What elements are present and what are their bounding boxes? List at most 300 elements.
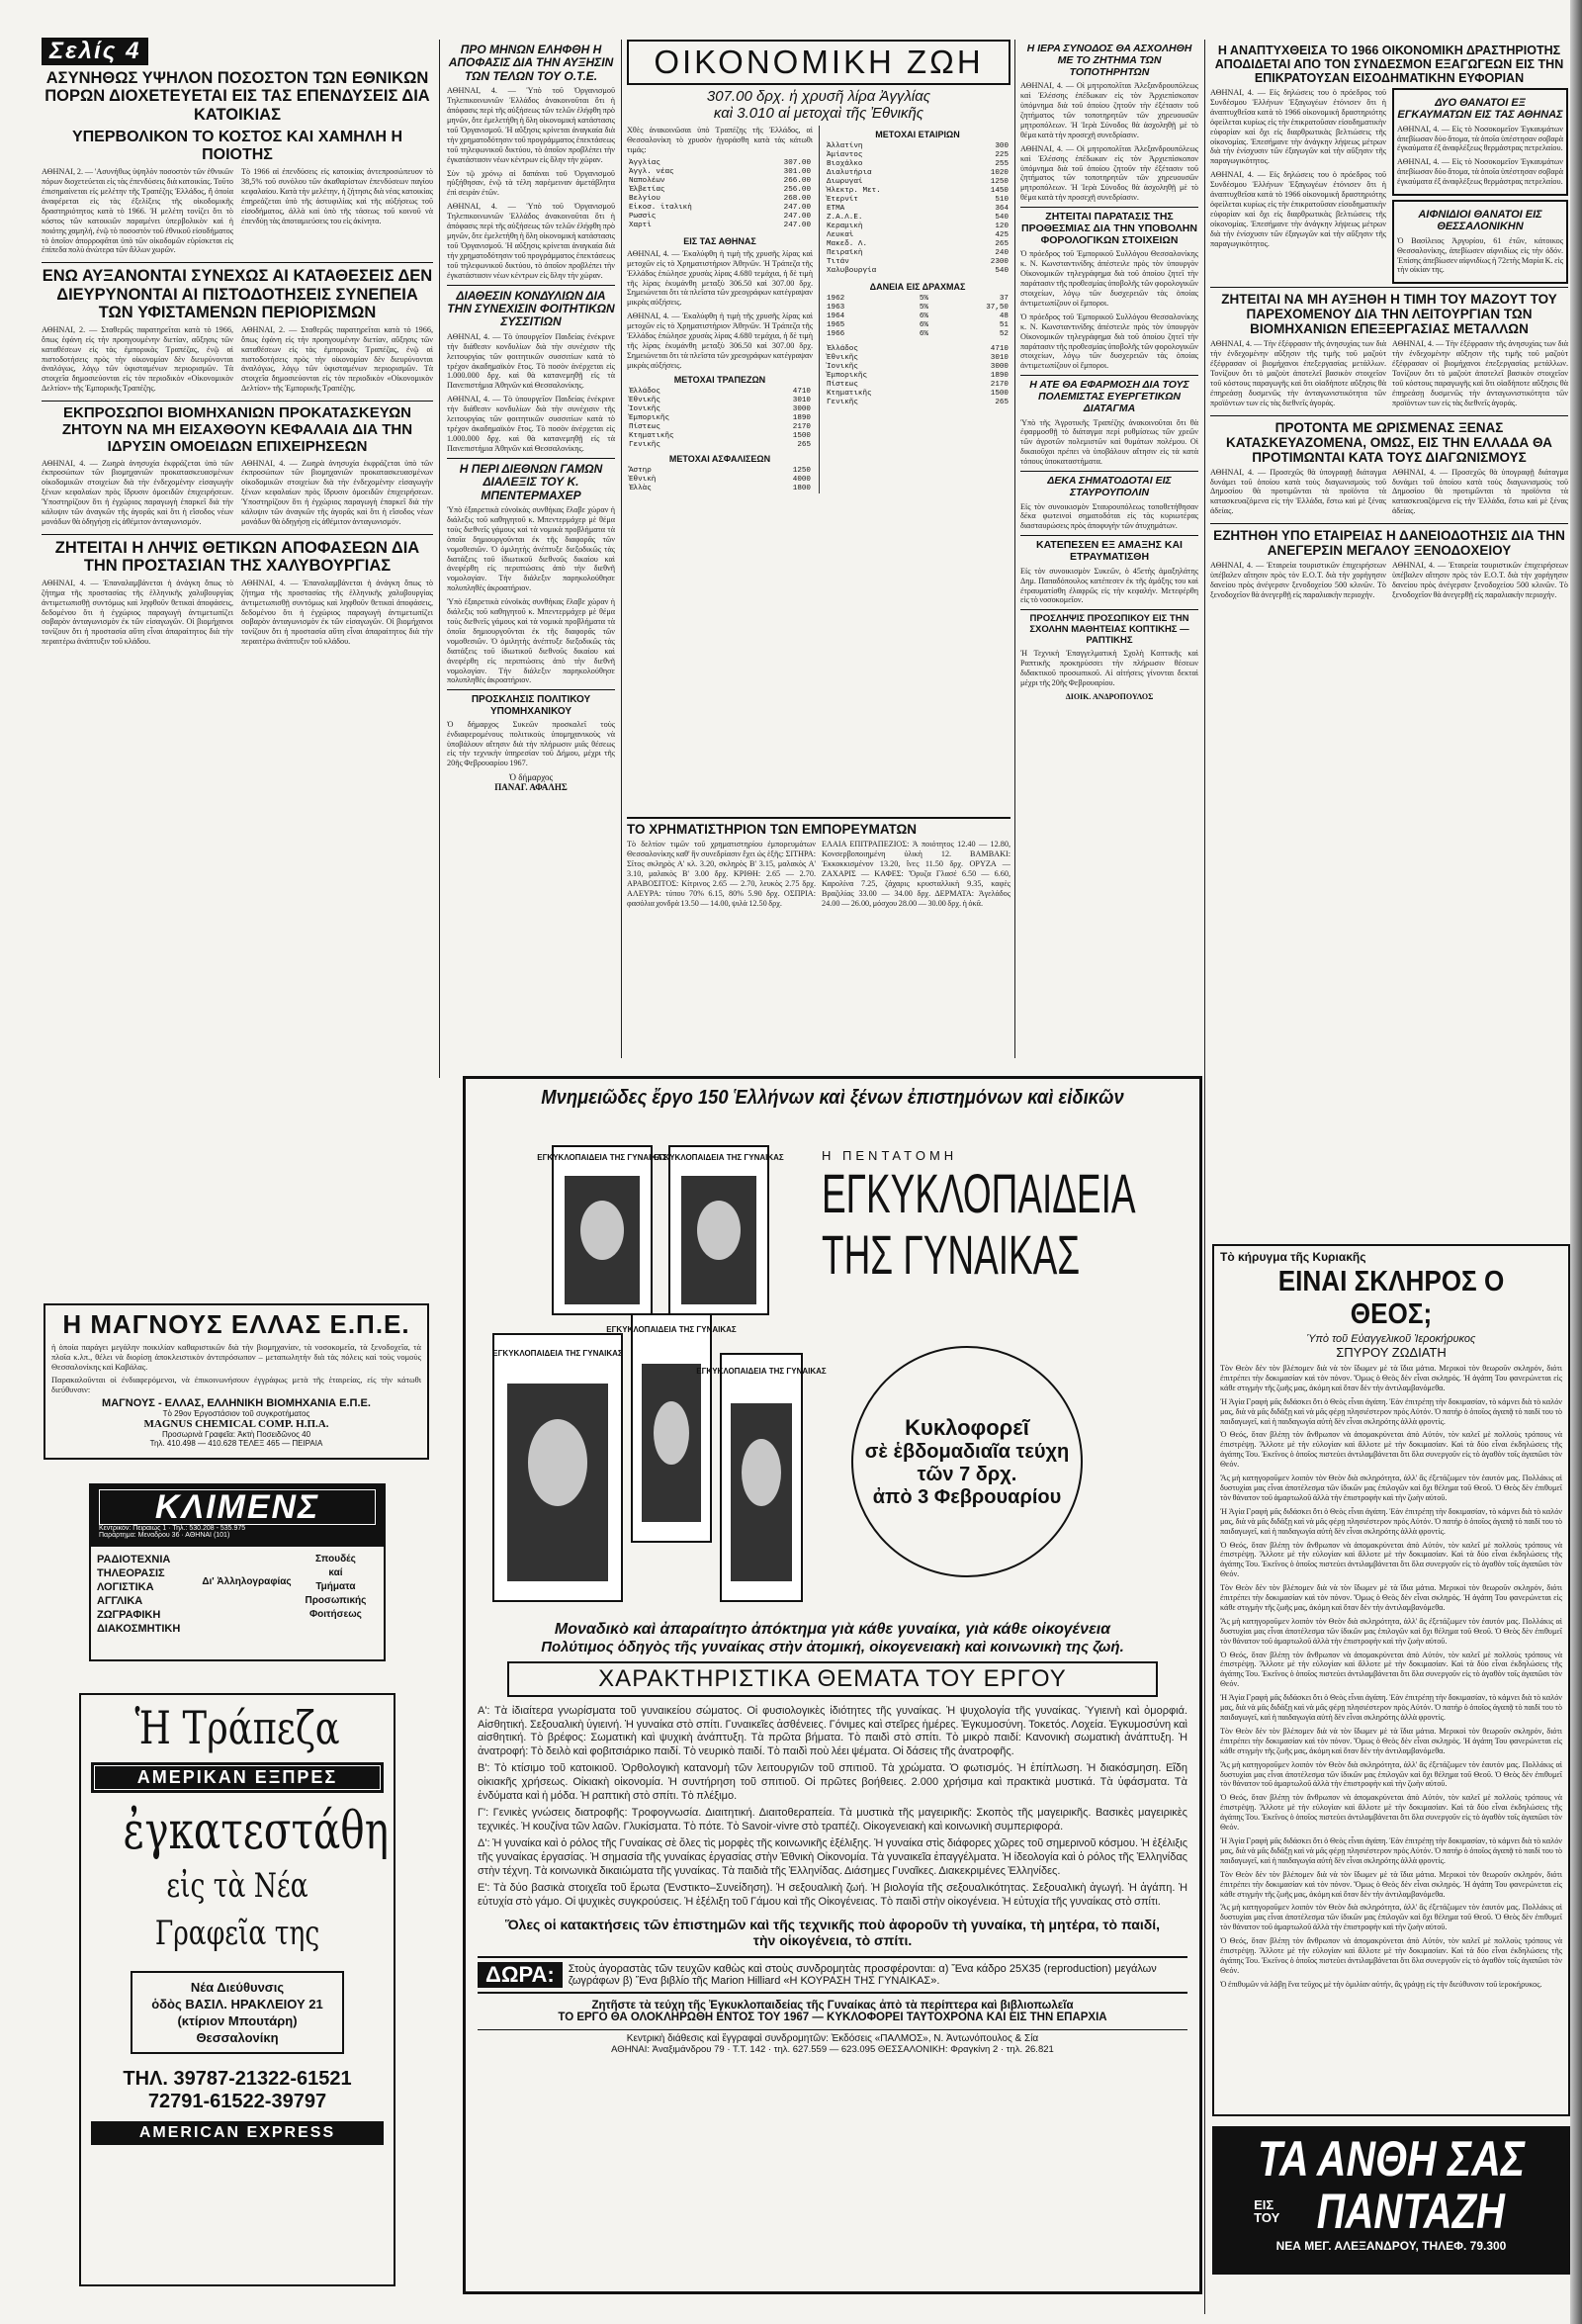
enc-feature: Δ': Ἡ γυναίκα καὶ ὁ ρόλος τῆς Γυναίκας σὲ ὅλες τὶς μορφὲς τῆς κοινωνικῆς ἐξέλιξης. Ἡ γυναίκα στὶς διάφορες χῶρες τοῦ σημερινοῦ κόσμου. Ἡ ἐξέλιξις τῆς γυναίκας ἐργασίας. Ἡ σημασία τῆς γυναίκας ἐργασίας στὴν Ἐθνικὴ Οἰκονομία. Τὰ γυναικεῖα ἐπαγγέλματα. Ἡ ἰδεολογία καὶ ὁ ρόλος τῆς Ἑλληνίδας στὴν τέχνη. Τὰ κοινωνικὰ δικαιώματα τῆς γυναίκας. Τὰ παιδιὰ τῆς Ἑλληνίδας. Διάσημες Γυναῖκες. Διακεκριμένες Ἑλληνίδες. bbox=[478, 1837, 1187, 1877]
table-cell: 240 bbox=[995, 249, 1009, 258]
klimens-logo: ΚΛΙΜΕΝΣ bbox=[99, 1489, 376, 1525]
table-row bbox=[627, 213, 813, 222]
amex-banner: ΑΜΕΡΙΚΑΝ ΕΞΠΡΕΣ bbox=[91, 1762, 384, 1793]
enc-feature: Ε': Τὰ δύο βασικὰ στοιχεῖα τοῦ ἔρωτα (Ἐνστικτο–Συνείδηση). Ἡ σεξουαλικὴ ζωή. Ἡ βιολογία τῆς σεξουαλικότητας. Σεξουαλικὴ ἀγωγή. Ἡ ἀγάπη. Ἡ εὐτυχία στὸ γάμο. Οἱ ψυχικὲς συγκρούσεις. Ἡ ἐξέλιξη τοῦ Γάμου καὶ τῆς Οἰκογένειας. Τὸ παιδὶ στὴν οἰκογένεια. Ἡ εὐτυχία τῆς γυναίκας στὸ σπίτι. bbox=[478, 1882, 1187, 1908]
article-text: Σὺν τῷ χρόνῳ αἱ δαπάναι τοῦ Ὀργανισμοῦ ηὐξήθησαν, ἐνῷ τὰ τέλη παρέμειναν ἀμετάβλητα ἐπὶ σειρὰν ἐτῶν. bbox=[447, 168, 615, 198]
flowers-title: ΤΑ ΑΝΘΗ ΣΑΣ bbox=[1257, 2131, 1526, 2187]
table-cell: 1963 bbox=[827, 304, 845, 313]
table-row bbox=[825, 345, 1011, 354]
article-text: Ὑπὸ τῆς Ἀγροτικῆς Τραπέζης ἀνακοινοῦται ὅτι θὰ ἐφαρμοσθῇ τὸ διάταγμα περὶ ρυθμίσεως τῶν χρεῶν τῶν ἀγροτῶν πολεμιστῶν καὶ θυμάτων πολέμου. Οἱ δικαιοῦχοι πρέπει νὰ ὑποβάλουν αἴτησιν εἰς τὰ κατὰ τόπους ὑποκαταστήματα. bbox=[1020, 417, 1198, 467]
table-cell: 300 bbox=[995, 142, 1009, 151]
sermon-by: Ὑπὸ τοῦ Εὐαγγελικοῦ Ἱεροκήρυκος bbox=[1306, 1333, 1476, 1345]
article-text: ΑΘΗΝΑΙ, 4. — Εἰς τὸ Νοσοκομεῖον Ἐγκαυμάτων ἀπεβίωσαν δύο ἄτομα, τὰ ὁποῖα ὑπέστησαν σοβαρὰ ἐγκαύματα ἐξ ἀναφλέξεως θερμάστρας πετρελαίου. bbox=[1397, 124, 1563, 153]
book-label: ΕΓΚΥΚΛΟΠΑΙΔΕΙΑ ΤΗΣ ΓΥΝΑΙΚΑΣ bbox=[492, 1349, 623, 1358]
table-cell: Διαλυτήρια bbox=[827, 169, 872, 178]
gold-intro: Χθὲς ἀνακοινῶσαι ὑπὸ Τραπέζης τῆς Ἑλλάδος, αἱ Θεσσαλονίκη τὸ χρυσὸν ἠγοράσθη κατὰ τὰς κάτωθι τιμάς: bbox=[627, 126, 813, 154]
sermon-box bbox=[1212, 1244, 1570, 2116]
commodity-text: ΕΛΑΙΑ ΕΠΙΤΡΑΠΕΖΙΟΣ: Ἀ ποιότητος 12.40 — 12.80, Κονσερβοποιημένη ὑλικὴ 12. ΒΑΜΒΑΚΙ: Ἐκκοκκισμένον 13.20, ἴνες 11.50 δρχ. ΟΡΥΖΑ — ΖΑΧΑΡΙΣ — ΚΑΦΕΣ: Ὄρυζα Γλασέ 6.50 — 6.60, Καρολίνα 7.25, ζάχαρις κρυσταλλικὴ 9.35, καφὲς Βραζιλίας 33.00 — 34.00 δρχ. ΔΕΡΜΑΤΑ: Ἀγελάδος 24.00 — 26.00, μόσχου 28.00 — 30.00 δρχ. ἡ ὀκᾶ. bbox=[822, 840, 1011, 908]
table-cell: 265 bbox=[797, 440, 811, 449]
table-cell: Ἰονικῆς bbox=[629, 404, 660, 413]
article-text: ΑΘΗΝΑΙ, 4. — Εἰς τὸ Νοσοκομεῖον Ἐγκαυμάτων ἀπεβίωσαν δύο ἄτομα, τὰ ὁποῖα ὑπέστησαν σοβαρὰ ἐγκαύματα ἐξ ἀναφλέξεως θερμάστρας πετρελαίου. bbox=[1397, 157, 1563, 187]
table-cell: Ἐθνικὴ bbox=[629, 475, 657, 484]
sermon-text: Τὸν Θεὸν δὲν τὸν βλέπομεν διὰ νὰ τὸν ἴδωμεν μὲ τὰ ἴδια μάτια. Μερικοὶ τὸν θεωροῦν σκληρόν, διότι ἐπιτρέπει τὴν δοκιμασίαν καὶ τὸν πόνον. Ὅμως ὁ Θεὸς δὲν εἶναι σκληρός. Ἡ ἀγάπη Του φανερώνεται εἰς κάθε στιγμὴν τῆς ζωῆς μας, ἀκόμη καὶ ὅταν δὲν τὴν ἀντιλαμβανόμεθα. bbox=[1220, 1364, 1562, 1392]
amex-footer: AMERICAN EXPRESS bbox=[91, 2121, 384, 2145]
table-cell: 37 bbox=[999, 295, 1009, 304]
box-sudden-deaths bbox=[1392, 200, 1568, 284]
table-row bbox=[825, 313, 1011, 321]
article-text: ΑΘΗΝΑΙ, 2. — 'Ασυνήθως ὑψηλὸν ποσοστὸν τῶν ἐθνικῶν πόρων διοχετεύεται εἰς τὰς ἐπενδύσεις διὰ κατοικίας. Τοῦτο ἐπισημαίνεται εἰς μελέτην τῆς Τραπέζης Ἑλλάδος, ἣ ὁποία ἀναφέρεται εἰς τὰς ἐξελίξεις τῆς οἰκοδομικῆς δραστηριότητος κατὰ τὸ 1966. Ἡ μελέτη τονίζει ὅτι τὸ κόστος τῶν κατοικιῶν παραμένει ὑπερβολικὸν καὶ ἡ ποιότης χαμηλή, ἐνῷ τὸ ποσοστὸν τοῦ ἐθνικοῦ εἰσοδήματος τὸ ὁποῖον ἀπορροφᾶται ὑπὸ τῶν οἰκοδομῶν εὑρίσκεται εἰς ἐπίπεδα πολὺ ἀνώτερα τῶν ἄλλων χωρῶν. bbox=[42, 167, 233, 255]
table-row bbox=[627, 204, 813, 213]
enc-circ: ἀπὸ 3 Φεβρουαρίου bbox=[872, 1485, 1062, 1508]
table-cell: 1890 bbox=[990, 372, 1009, 381]
headline-ote: ΠΡΟ ΜΗΝΩΝ ΕΛΗΦΘΗ Η ΑΠΟΦΑΣΙΣ ΔΙΑ ΤΗΝ ΑΥΞΗΣΙΝ ΤΩΝ ΤΕΛΩΝ ΤΟΥ Ο.Τ.Ε. bbox=[448, 43, 614, 83]
headline-housing: ΑΣΥΝΗΘΩΣ ΥΨΗΛΟΝ ΠΟΣΟΣΤΟΝ ΤΩΝ ΕΘΝΙΚΩΝ ΠΟΡΩΝ ΔΙΟΧΕΤΕΥΕΤΑΙ ΕΙΣ ΤΑΣ ΕΠΕΝΔΥΣΕΙΣ ΔΙΑ ΚΑΤΟΙΚΙΑΣ bbox=[44, 69, 430, 124]
sermon-text: Ἂς μὴ κατηγοροῦμεν λοιπὸν τὸν Θεὸν διὰ σκληρότητα, ἀλλ' ἂς ἐξετάζωμεν τὸν ἑαυτόν μας. Πολλάκις αἱ δυστυχίαι μας εἶναι ἀποτέλεσμα τῶν ἰδικῶν μας ἐπιλογῶν καὶ ὄχι θέλημα τοῦ Θεοῦ. Ὁ Θεὸς δὲν ἐπιθυμεῖ τὸν θάνατον τοῦ ἁμαρτωλοῦ ἀλλὰ τὴν ἐπιστροφὴν καὶ τὴν ζωὴν αὐτοῦ. bbox=[1220, 1616, 1562, 1646]
table-row bbox=[825, 381, 1011, 390]
headline-exports: Η ΑΝΑΠΤΥΧΘΕΙΣΑ ΤΟ 1966 ΟΙΚΟΝΟΜΙΚΗ ΔΡΑΣΤΗΡΙΟΤΗΣ ΑΠΟΔΙΔΕΤΑΙ ΑΠΟ ΤΟΝ ΣΥΝΔΕΣΜΟΝ ΕΞΑΓΩΓΕΩΝ ΕΙΣ ΤΗΝ ΕΠΙΚΡΑΤΟΥΣΑΝ ΕΙΣΟΔΗΜΑΤΙΚΗΝ ΕΥΦΟΡΙΑΝ bbox=[1214, 44, 1564, 85]
table-cell: 48 bbox=[999, 313, 1009, 321]
athens-heading: ΕΙΣ ΤΑΣ ΑΘΗΝΑΣ bbox=[683, 235, 756, 246]
ad-magnus-line: Τὸ 29ον Ἐργοστάσιον τοῦ συγκροτήματος bbox=[162, 1408, 310, 1418]
table-cell: Κτηματικῆς bbox=[827, 390, 872, 399]
table-cell: 1500 bbox=[792, 431, 811, 440]
table-cell: Ἑλβετίας bbox=[629, 185, 665, 194]
ad-klimens bbox=[89, 1483, 386, 1661]
amex-address: ὁδὸς ΒΑΣΙΛ. ΗΡΑΚΛΕΙΟΥ 21 bbox=[151, 1997, 323, 2011]
table-cell: Ἰονικῆς bbox=[827, 363, 858, 372]
table-cell: Βελγίου bbox=[629, 194, 660, 203]
enc-subtitle: Η ΠΕΝΤΑΤΟΜΗ bbox=[822, 1148, 958, 1163]
article-text: ΑΘΗΝΑΙ, 4. — Ὑπὸ τοῦ Ὀργανισμοῦ Τηλεπικοινωνιῶν Ἑλλάδος ἀνακοινοῦται ὅτι ἡ ἀπόφασις περὶ τῆς αὐξήσεως τῶν τελῶν ἐλήφθη πρὸ μηνῶν, ὅτε ἐμελετήθη ἡ ὅλη οἰκονομικὴ κατάστασις τοῦ Ὀργανισμοῦ. Ἡ αὔξησις κρίνεται ἀναγκαία διὰ τὴν χρηματοδότησιν τοῦ προγράμματος ἐπεκτάσεως τοῦ τηλεφωνικοῦ δικτύου, τὸ ὁποῖον προβλέπει τὴν ἐγκατάστασιν νέων κέντρων εἰς ὅλην τὴν χώραν. bbox=[447, 202, 616, 280]
sermon-text: Ἂς μὴ κατηγοροῦμεν λοιπὸν τὸν Θεὸν διὰ σκληρότητα, ἀλλ' ἂς ἐξετάζωμεν τὸν ἑαυτόν μας. Πολλάκις αἱ δυστυχίαι μας εἶναι ἀποτέλεσμα τῶν ἰδικῶν μας ἐπιλογῶν καὶ ὄχι θέλημα τοῦ Θεοῦ. Ὁ Θεὸς δὲν ἐπιθυμεῖ τὸν θάνατον τοῦ ἁμαρτωλοῦ ἀλλὰ τὴν ἐπιστροφὴν καὶ τὴν ζωὴν αὐτοῦ. bbox=[1220, 1903, 1562, 1932]
table-cell: Γενικῆς bbox=[827, 399, 858, 407]
table-cell: Ἐθνικῆς bbox=[827, 354, 858, 363]
table-row bbox=[825, 354, 1011, 363]
table-cell: 255 bbox=[995, 160, 1009, 169]
table-cell: Ἠλεκτρ. Μετ. bbox=[827, 187, 881, 196]
economic-life-subtitle: καὶ 3.010 αἱ μετοχαὶ τῆς Ἐθνικῆς bbox=[713, 105, 924, 122]
list-item: ΔΙΑΚΟΣΜΗΤΙΚΗ bbox=[97, 1623, 181, 1635]
table-cell: 3000 bbox=[792, 404, 811, 413]
table-row bbox=[825, 267, 1011, 276]
table-cell: 540 bbox=[995, 267, 1009, 276]
table-row bbox=[627, 414, 813, 423]
article-text: ΑΘΗΝΑΙ, 4. — Εἰς δηλώσεις του ὁ πρόεδρος τοῦ Συνδέσμου Ἑλλήνων Ἐξαγωγέων ἐτόνισεν ὅτι ἡ ἀναπτυχθεῖσα κατὰ τὸ 1966 οἰκονομικὴ δραστηριότης ὀφείλεται κυρίως εἰς τὴν ἐπικρατοῦσαν εἰσοδηματικὴν εὐφορίαν καὶ ὄχι εἰς διαρθρωτικὰς βελτιώσεις τῆς οἰκονομίας. Ἐπεσήμανε τὴν ἀνάγκην λήψεως μέτρων διὰ τὴν ἐνίσχυσιν τῶν ἐξαγωγῶν καὶ τὴν αὔξησιν τῆς παραγωγικότητος. bbox=[1210, 170, 1386, 248]
klimens-courses bbox=[97, 1553, 200, 1636]
signature: ΔΙΟΙΚ. ΑΝΔΡΟΠΟΥΛΟΣ bbox=[1065, 691, 1154, 701]
ad-magnus-text: ἡ ὁποία παράγει μεγάλην ποικιλίαν καθαριστικῶν διὰ τὴν βιομηχανίαν, τὰ νοσοκομεῖα, τὰ ξενοδοχεῖα, τὰ πλοῖα κ.λπ., θέλει νὰ διορίσῃ ἀποκλειστικὸν ἀντιπρόσωπον – μεταπωλητὴν διὰ τὰς πόλεις καὶ τοὺς νομοὺς Θεσσαλονίκης καὶ Καβάλας. bbox=[51, 1342, 421, 1372]
article-text: Ὑπὸ ἐξαιρετικὰ εὐνοϊκὰς συνθήκας ἔλαβε χώραν ἡ διάλεξις τοῦ καθηγητοῦ κ. Μπεντερμάχερ μὲ θέμα τοὺς διεθνεῖς γάμους καὶ τὰ νομικὰ προβλήματα τὰ ὁποῖα δημιουργοῦνται ἐκ τῆς διαφορᾶς τῶν νομοθεσιῶν. Ὁ ὁμιλητὴς ἀνέπτυξε διεξοδικῶς τὰς διατάξεις τοῦ ἰδιωτικοῦ διεθνοῦς δικαίου καὶ ἀνεφέρθη εἰς περιπτώσεις ἀπὸ τὴν διεθνῆ νομολογίαν. Τὴν διάλεξιν παρηκολούθησε πολυπληθὲς ἀκροατήριον. bbox=[447, 597, 615, 685]
table-cell: Διωρυγαί bbox=[827, 178, 863, 187]
article-text: ΑΘΗΝΑΙ, 2. — Σταθερῶς παρατηρεῖται κατὰ τὸ 1966, ὅπως ἐφάνη εἰς τὴν προηγουμένην διετίαν, αὔξησις τῶν καταθέσεων εἰς τὰς ἐμπορικὰς Τραπέζας, ἐνῷ αἱ πιστοδοτήσεις πρὸς τὴν οἰκονομίαν δὲν διευρύνονται ἀναλόγως, λόγῳ τῶν ὑφισταμένων περιορισμῶν. Τὰ στοιχεῖα δημοσιεύονται εἰς τὸν περιοδικὸν «Οἰκονομικὸν Δελτίον» τῆς Ἐμπορικῆς Τραπέζης. bbox=[241, 324, 433, 394]
list-item: καί bbox=[328, 1567, 343, 1578]
table-row bbox=[825, 205, 1011, 214]
bank-stocks-table bbox=[627, 388, 813, 450]
ad-magnus-address: Προσωρινὰ Γραφεῖα: Ἀκτὴ Ποσειδῶνος 40 bbox=[161, 1429, 311, 1439]
table-cell: 4710 bbox=[792, 387, 811, 396]
article-text: ΑΘΗΝΑΙ, 2. — Σταθερῶς παρατηρεῖται κατὰ τὸ 1966, ὅπως ἐφάνη εἰς τὴν προηγουμένην διετίαν, αὔξησις τῶν καταθέσεων εἰς τὰς ἐμπορικὰς Τραπέζας, ἐνῷ αἱ πιστοδοτήσεις πρὸς τὴν οἰκονομίαν δὲν διευρύνονται ἀναλόγως, λόγῳ τῶν ὑφισταμένων περιορισμῶν. Τὰ στοιχεῖα δημοσιεύονται εἰς τὸν περιοδικὸν «Οἰκονομικὸν Δελτίον» τῆς Ἐμπορικῆς Τραπέζης. bbox=[42, 324, 233, 394]
bank-stocks-heading: ΜΕΤΟΧΑΙ ΤΡΑΠΕΖΩΝ bbox=[673, 374, 766, 385]
table-row bbox=[825, 214, 1011, 223]
enc-gifts: Στοὺς ἀγοραστὰς τῶν τευχῶν καθὼς καὶ στοὺς συνδρομητὰς προσφέρονται: α) Ἕνα κάδρο 25Χ35 (reproduction) μεγάλων ζωγράφων β) Ἕνα βιβλίο τῆς Marion Hilliard «Η ΚΟΥΡΑΣΗ ΤΗΣ ΓΥΝΑΙΚΑΣ». bbox=[568, 1963, 1157, 1988]
sermon-text: Ἂς μὴ κατηγοροῦμεν λοιπὸν τὸν Θεὸν διὰ σκληρότητα, ἀλλ' ἂς ἐξετάζωμεν τὸν ἑαυτόν μας. Πολλάκις αἱ δυστυχίαι μας εἶναι ἀποτέλεσμα τῶν ἰδικῶν μας ἐπιλογῶν καὶ ὄχι θέλημα τοῦ Θεοῦ. Ὁ Θεὸς δὲν ἐπιθυμεῖ τὸν θάνατον τοῦ ἁμαρτωλοῦ ἀλλὰ τὴν ἐπιστροφὴν καὶ τὴν ζωὴν αὐτοῦ. bbox=[1220, 1759, 1562, 1789]
table-cell: 1250 bbox=[990, 178, 1009, 187]
book-label: ΕΓΚΥΚΛΟΠΑΙΔΕΙΑ ΤΗΣ ΓΥΝΑΙΚΑΣ bbox=[654, 1153, 784, 1162]
headline-synod: Η ΙΕΡΑ ΣΥΝΟΔΟΣ ΘΑ ΑΣΧΟΛΗΘΗ ΜΕ ΤΟ ΖΗΤΗΜΑ ΤΩΝ ΤΟΠΟΤΗΡΗΤΩΝ bbox=[1026, 43, 1192, 78]
table-row bbox=[825, 372, 1011, 381]
athens-report: ΑΘΗΝΑΙ, 4. — Ἐκαλύφθη ἡ τιμὴ τῆς χρυσῆς λίρας καὶ μετοχῶν εἰς τὸ Χρηματιστήριον Ἀθηνῶν. Ἡ Τράπεζα τῆς Ἑλλάδος ἐπώλησε χρυσὰς λίρας 4.680 τεμάχια, ἡ δὲ τιμὴ τῆς λίρας ἐκυμάνθη μεταξὺ 306.50 καὶ 307.00 δρχ. Σημειώνεται ὅτι τὰ πλεῖστα τῶν χρεογράφων κατέγραψαν μικρὰς αὐξήσεις. bbox=[627, 312, 813, 370]
enc-feature: Γ': Γενικὲς γνώσεις διατροφῆς: Τροφογνωσία. Διαιτητική. Διαιτοθεραπεία. Τὰ μυστικὰ τῆς μαγειρικῆς: Σκοπὸς τῆς μαγειρικῆς. Βασικὲς μαγειρικὲς τεχνικές. Ἡ κουζίνα τῶν λαῶν. Γλυκίσματα. Τὸ πότε. Τὸ Savoir-vivre στὸ τραπέζι. Οἰκογενειακὴ καὶ κοινωνικὴ συμπεριφορά. bbox=[478, 1807, 1187, 1832]
headline-hotel-loan: ΕΖΗΤΗΘΗ ΥΠΟ ΕΤΑΙΡΕΙΑΣ Η ΔΑΝΕΙΟΔΟΤΗΣΙΣ ΔΙΑ ΤΗΝ ΑΝΕΓΕΡΣΙΝ ΜΕΓΑΛΟΥ ΞΕΝΟΔΟΧΕΙΟΥ bbox=[1213, 528, 1565, 559]
list-item: ΑΓΓΛΙΚΑ bbox=[97, 1595, 143, 1607]
table-cell: 540 bbox=[995, 214, 1009, 223]
article-text: Ὁ Βασίλειος Ἀργυρίου, 61 ἐτῶν, κάτοικος Θεσσαλονίκης, ἀπεβίωσεν αἰφνιδίως εἰς τὴν ὁδόν. Ἐπίσης ἀπεβίωσεν αἰφνιδίως ἡ 72ετὴς Μαρία Κ. εἰς τὴν οἰκίαν της. bbox=[1397, 235, 1563, 275]
enc-circ: Κυκλοφορεῖ bbox=[905, 1414, 1029, 1440]
klimens-modes bbox=[294, 1553, 378, 1636]
signature: ΠΑΝΑΓ. ΑΦΑΛΗΣ bbox=[494, 782, 568, 793]
table-row bbox=[825, 295, 1011, 304]
table-cell: Μακεδ. Λ. bbox=[827, 240, 868, 249]
sermon-text: Ἡ Ἁγία Γραφὴ μᾶς διδάσκει ὅτι ὁ Θεὸς εἶναι ἀγάπη. Ἐὰν ἐπιτρέπῃ τὴν δοκιμασίαν, τὸ κάμνει διὰ τὸ καλόν μας, διὰ νὰ μᾶς διδάξῃ καὶ νὰ μᾶς φέρῃ πλησιέστερον πρὸς Αὐτόν. Ὁ πατήρ ὁ ὁποῖος ἀγαπᾷ τὸ παιδί του τὸ παιδαγωγεῖ, καὶ ἡ παιδαγωγία αὐτὴ δὲν εἶναι σκληρότης ἀλλὰ φροντίς. bbox=[1220, 1693, 1562, 1722]
table-row bbox=[627, 467, 813, 476]
table-cell: 1500 bbox=[990, 390, 1009, 399]
economic-life-subtitle: 307.00 δρχ. ἡ χρυσῆ λίρα Ἀγγλίας bbox=[706, 88, 931, 105]
athens-report: ΑΘΗΝΑΙ, 4. — Ἐκαλύφθη ἡ τιμὴ τῆς χρυσῆς λίρας καὶ μετοχῶν εἰς τὸ Χρηματιστήριον Ἀθηνῶν. Ἡ Τράπεζα τῆς Ἑλλάδος ἐπώλησε χρυσὰς λίρας 4.680 τεμάχια, ἡ δὲ τιμὴ τῆς λίρας ἐκυμάνθη μεταξὺ 306.50 καὶ 307.00 δρχ. Σημειώνεται ὅτι τὰ πλεῖστα τῶν χρεογράφων κατέγραψαν μικρὰς αὐξήσεις. bbox=[627, 248, 813, 308]
table-cell: Ἑλλὰς bbox=[629, 484, 652, 492]
insurance-heading: ΜΕΤΟΧΑΙ ΑΣΦΑΛΙΣΕΩΝ bbox=[668, 453, 771, 464]
article-text: Ὁ δήμαρχος Συκεῶν προσκαλεῖ τοὺς ἐνδιαφερομένους πολιτικοὺς ὑπομηχανικοὺς νὰ ὑποβάλουν αἴτησιν διὰ τὴν πλήρωσιν μιᾶς θέσεως εἰς τὴν τεχνικὴν ὑπηρεσίαν τοῦ Δήμου, μέχρι τῆς 20ῆς Φεβρουαρίου 1967. bbox=[447, 719, 615, 768]
table-cell: 3010 bbox=[990, 354, 1009, 363]
headline-signals: ΔΕΚΑ ΣΗΜΑΤΟΔΟΤΑΙ ΕΙΣ ΣΤΑΥΡΟΥΠΟΛΙΝ bbox=[1047, 475, 1172, 498]
table-row bbox=[627, 186, 813, 195]
encyclopedia-books-illustration bbox=[483, 1136, 827, 1611]
box-burns bbox=[1392, 88, 1568, 196]
table-cell: 6% bbox=[919, 321, 928, 330]
table-row bbox=[825, 321, 1011, 330]
company-stocks-table bbox=[825, 142, 1011, 276]
table-cell: 268.00 bbox=[783, 194, 811, 203]
table-row bbox=[627, 397, 813, 405]
table-cell: 1800 bbox=[792, 484, 811, 492]
klimens-mode: Δι' Ἀλληλογραφίας bbox=[202, 1576, 292, 1587]
flowers-shop: ΠΑΝΤΑΖΗ bbox=[1316, 2184, 1506, 2239]
table-row bbox=[825, 169, 1011, 178]
table-cell: 3010 bbox=[792, 396, 811, 404]
enc-circ: τῶν 7 δρχ. bbox=[917, 1463, 1017, 1485]
enc-circ: σὲ ἑβδομαδιαῖα τεύχη bbox=[864, 1440, 1070, 1463]
article-text: ΑΘΗΝΑΙ, 4. — Ἑταιρεία τουριστικῶν ἐπιχειρήσεων ὑπέβαλεν αἴτησιν πρὸς τὸν Ε.Ο.Τ. διὰ τὴν χορήγησιν δανείου πρὸς ἀνέγερσιν ξενοδοχείου 500 κλινῶν. Τὸ ξενοδοχεῖον θὰ ἀνεγερθῇ εἰς παραλιακὴν περιοχήν. bbox=[1392, 561, 1568, 599]
ad-magnus bbox=[44, 1303, 429, 1460]
table-row bbox=[825, 304, 1011, 313]
table-cell: 4710 bbox=[990, 345, 1009, 354]
table-cell: Χαλυβουργία bbox=[827, 267, 877, 276]
table-cell: 51 bbox=[999, 321, 1009, 330]
enc-title: ΤΗΣ ΓΥΝΑΙΚΑΣ bbox=[822, 1223, 1081, 1286]
headline-tenders: ΠΡΟΤΟΝΤΑ ΜΕ ΩΡΙΣΜΕΝΑΣ ΞΕΝΑΣ ΚΑΤΑΣΚΕΥΑΖΟΜΕΝΑ, ΟΜΩΣ, ΕΙΣ ΤΗΝ ΕΛΛΑΔΑ ΘΑ ΠΡΟΤΙΜΩΝΤΑΙ ΚΑΤΑ ΤΟΥΣ ΔΙΑΓΩΝΙΣΜΟΥΣ bbox=[1226, 419, 1552, 465]
column-rule bbox=[621, 40, 622, 1058]
table-cell: Ἐμπορικῆς bbox=[629, 413, 670, 422]
sermon-label: Τὸ κήρυγμα τῆς Κυριακῆς bbox=[1220, 1250, 1366, 1264]
flowers-eis: ΕΙΣ ΤΟΥ bbox=[1254, 2197, 1280, 2225]
sermon-text: Ἡ Ἁγία Γραφὴ μᾶς διδάσκει ὅτι ὁ Θεὸς εἶναι ἀγάπη. Ἐὰν ἐπιτρέπῃ τὴν δοκιμασίαν, τὸ κάμνει διὰ τὸ καλόν μας, διὰ νὰ μᾶς διδάξῃ καὶ νὰ μᾶς φέρῃ πλησιέστερον πρὸς Αὐτόν. Ὁ πατήρ ὁ ὁποῖος ἀγαπᾷ τὸ παιδί του τὸ παιδαγωγεῖ, καὶ ἡ παιδαγωγία αὐτὴ δὲν εἶναι σκληρότης ἀλλὰ φροντίς. bbox=[1220, 1396, 1562, 1426]
sermon-title: ΕΙΝΑΙ ΣΚΛΗΡΟΣ Ο ΘΕΟΣ; bbox=[1277, 1266, 1505, 1330]
table-cell: 1250 bbox=[792, 466, 811, 475]
article-text: ΑΘΗΝΑΙ, 4. — Εἰς δηλώσεις του ὁ πρόεδρος τοῦ Συνδέσμου Ἑλλήνων Ἐξαγωγέων ἐτόνισεν ὅτι ἡ ἀναπτυχθεῖσα κατὰ τὸ 1966 οἰκονομικὴ δραστηριότης ὀφείλεται κυρίως εἰς τὴν ἐπικρατοῦσαν εἰσοδηματικὴν εὐφορίαν καὶ ὄχι εἰς διαρθρωτικὰς βελτιώσεις τῆς οἰκονομίας. Ἐπεσήμανε τὴν ἀνάγκην λήψεως μέτρων διὰ τὴν ἐνίσχυσιν τῶν ἐξαγωγῶν καὶ τὴν αὔξησιν τῆς παραγωγικότητος. bbox=[1210, 88, 1386, 166]
table-cell: Κτηματικῆς bbox=[629, 431, 674, 440]
table-row bbox=[825, 223, 1011, 231]
table-cell: 4000 bbox=[792, 475, 811, 484]
table-cell: 3000 bbox=[990, 363, 1009, 372]
table-cell: 1966 bbox=[827, 330, 845, 339]
table-cell: 510 bbox=[995, 196, 1009, 205]
article-text: ΑΘΗΝΑΙ, 4. — Ζωηρὰ ἀνησυχία ἐκφράζεται ὑπὸ τῶν ἐκπροσώπων τῶν βιομηχανιῶν προκατασκευασμένων οἰκοδομικῶν στοιχείων διὰ τὴν ἐνδεχομένην εἰσαγωγὴν ξένων κεφαλαίων πρὸς ἵδρυσιν ὁμοειδῶν ἐπιχειρήσεων. Ὑποστηρίζουν ὅτι ἡ ἐγχώριος παραγωγὴ ἐπαρκεῖ διὰ τὴν κάλυψιν τῶν ἀναγκῶν τῆς ἀγορᾶς καὶ ὅτι ἡ εἴσοδος νέων μονάδων θὰ ὁδηγήσῃ εἰς ἀθέμιτον ἀνταγωνισμόν. bbox=[241, 458, 433, 526]
enc-tail: Ζητῆστε τὰ τεύχη τῆς Ἐγκυκλοπαιδείας τῆς Γυναίκας ἀπὸ τὰ περίπτερα καὶ βιβλιοπωλεῖα bbox=[591, 2000, 1074, 2012]
table-cell: Ἐθνικῆς bbox=[629, 396, 660, 404]
table-row bbox=[627, 388, 813, 397]
ad-flowers bbox=[1212, 2126, 1570, 2275]
amex-address: (κτίριον Μπουτάρη) bbox=[177, 2013, 298, 2028]
commodity-headline: ΤΟ ΧΡΗΜΑΤΙΣΤΗΡΙΟΝ ΤΩΝ ΕΜΠΟΡΕΥΜΑΤΩΝ bbox=[627, 817, 1011, 837]
gold-prices-table bbox=[627, 159, 813, 230]
article-text: ΑΘΗΝΑΙ, 4. — Προσεχῶς θὰ ὑπογραφῇ διάταγμα δυνάμει τοῦ ὁποίου κατὰ τοὺς διαγωνισμοὺς τοῦ Δημοσίου θὰ προτιμῶνται τὰ προϊόντα τὰ κατασκευαζόμενα εἰς τὴν Ἑλλάδα, ἔστω καὶ μὲ ξένας ἀδείας. bbox=[1392, 467, 1568, 516]
article-text: ΑΘΗΝΑΙ, 4. — Τὴν ἐξέφρασιν τῆς ἀνησυχίας των διὰ τὴν ἐνδεχομένην αὔξησιν τῆς τιμῆς τοῦ μαζοὺτ ἐξέφρασαν οἱ βιομήχανοι ἐπεξεργασίας μετάλλων. Τονίζουν ὅτι τὸ μαζοὺτ ἀποτελεῖ βασικὸν στοιχεῖον τοῦ κόστους παραγωγῆς καὶ ὅτι οἱαδήποτε αὔξησις θὰ ἐπηρεάσῃ δυσμενῶς τὴν ἀνταγωνιστικότητα τῶν προϊόντων των εἰς τὰς διεθνεῖς ἀγοράς. bbox=[1392, 339, 1568, 407]
ad-magnus-text: Παρακαλοῦνται οἱ ἐνδιαφερόμενοι, νὰ ἐπικοινωνήσουν ἐγγράφως μετὰ τῆς ἑταιρείας, εἰς τὴν κάτωθι διεύθυνσιν: bbox=[51, 1374, 421, 1394]
sermon-text: Ἡ Ἁγία Γραφὴ μᾶς διδάσκει ὅτι ὁ Θεὸς εἶναι ἀγάπη. Ἐὰν ἐπιτρέπῃ τὴν δοκιμασίαν, τὸ κάμνει διὰ τὸ καλόν μας, διὰ νὰ μᾶς διδάξῃ καὶ νὰ μᾶς φέρῃ πλησιέστερον πρὸς Αὐτόν. Ὁ πατήρ ὁ ὁποῖος ἀγαπᾷ τὸ παιδί του τὸ παιδαγωγεῖ, καὶ ἡ παιδαγωγία αὐτὴ δὲν εἶναι σκληρότης ἀλλὰ φροντίς. bbox=[1220, 1506, 1562, 1536]
list-item: Προσωπικής bbox=[305, 1595, 367, 1606]
table-cell: 6% bbox=[919, 313, 928, 321]
enc-feature: Α': Τὰ ἰδιαίτερα γνωρίσματα τοῦ γυναικείου σώματος. Οἱ φυσιολογικὲς ἰδιότητες τῆς γυναίκας. Ἡ ψυχολογία τῆς γυναίκας. Ὑγιεινὴ καὶ ὀμορφιά. Αἰσθητική. Σεξουαλικὴ ὑγιεινή. Ἡ γυναίκα στὸ σπίτι. Γυναικεῖες ἀσθένειες. Γόνιμες καὶ στεῖρες ἡμέρες. Ἐγκυμοσύνη. Τοκετός. Λοχεία. Ἐγκυμοσύνη καὶ αἰσθητική. Τὸ βρέφος: Σωματικὴ καὶ ψυχικὴ ἀνάπτυξη. Τὰ πρῶτα βήματα. Τὸ παιδὶ στὸ σπίτι. Τὸ μικρὸ παιδί: Κανονικὴ σωματικὴ ἀνάπτυξη. Ἡ ἀνατροφή: Τὸ δειλὸ καὶ φοβιτσιάρικο παιδί. Τὸ νευρικὸ παιδί. Τὸ παιδὶ ποὺ λέει ψέματα. Οἱ δάσεις τῆς ἀνατροφῆς. bbox=[478, 1705, 1187, 1757]
table-row bbox=[825, 330, 1011, 339]
headline-mazout: ΖΗΤΕΙΤΑΙ ΝΑ ΜΗ ΑΥΞΗΘΗ Η ΤΙΜΗ ΤΟΥ ΜΑΖΟΥΤ ΤΟΥ ΠΑΡΕΧΟΜΕΝΟΥ ΔΙΑ ΤΗΝ ΛΕΙΤΟΥΡΓΙΑΝ ΤΩΝ ΒΙΟΜΗΧΑΝΙΩΝ ΕΠΕΞΕΡΓΑΣΙΑΣ ΜΕΤΑΛΛΩΝ bbox=[1221, 292, 1557, 337]
headline-school: ΠΡΟΣΛΗΨΙΣ ΠΡΟΣΩΠΙΚΟΥ ΕΙΣ ΤΗΝ ΣΧΟΛΗΝ ΜΑΘΗΤΕΙΑΣ ΚΟΠΤΙΚΗΣ — ΡΑΠΤΙΚΗΣ bbox=[1029, 613, 1189, 646]
article-text: ΑΘΗΝΑΙ, 4. — Τὴν ἐξέφρασιν τῆς ἀνησυχίας των διὰ τὴν ἐνδεχομένην αὔξησιν τῆς τιμῆς τοῦ μαζοὺτ ἐξέφρασαν οἱ βιομήχανοι ἐπεξεργασίας μετάλλων. Τονίζουν ὅτι τὸ μαζοὺτ ἀποτελεῖ βασικὸν στοιχεῖον τοῦ κόστους παραγωγῆς καὶ ὅτι οἱαδήποτε αὔξησις θὰ ἐπηρεάσῃ δυσμενῶς τὴν ἀνταγωνιστικότητα τῶν προϊόντων των εἰς τὰς διεθνεῖς ἀγοράς. bbox=[1210, 339, 1386, 407]
amex-line1: ἐγκατεστάθη bbox=[123, 1802, 390, 1861]
table-row bbox=[627, 177, 813, 186]
table-row bbox=[825, 160, 1011, 169]
table-row bbox=[825, 178, 1011, 187]
article-text: ΑΘΗΝΑΙ, 4. — Ἐπαναλαμβάνεται ἡ ἀνάγκη ὅπως τὸ ζήτημα τῆς προστασίας τῆς ἑλληνικῆς χαλυβουργίας ἀντιμετωπισθῇ συντόμως καὶ ληφθοῦν θετικαὶ ἀποφάσεις, δεδομένου ὅτι ἡ ἐγχώριος παραγωγὴ ἀντιμετωπίζει σοβαρὸν ἀνταγωνισμὸν ἐκ τῶν εἰσαγωγῶν. Οἱ βιομήχανοι τονίζουν ὅτι ἡ προστασία αὕτη εἶναι ἀπαραίτητος διὰ τὴν περαιτέρω ἀνάπτυξιν τοῦ κλάδου. bbox=[42, 578, 233, 647]
table-row bbox=[627, 432, 813, 441]
table-cell: 364 bbox=[995, 205, 1009, 214]
enc-title-block bbox=[822, 1148, 1187, 1286]
table-cell: Ζ.Α.Λ.Ε. bbox=[827, 214, 863, 223]
table-cell: 247.00 bbox=[783, 212, 811, 221]
column-4 bbox=[1020, 40, 1198, 1019]
table-cell: 256.00 bbox=[783, 185, 811, 194]
table-cell: 1890 bbox=[792, 413, 811, 422]
article-text: Εἰς τὸν συνοικισμὸν Σταυρουπόλεως τοποθετήθησαν δέκα φωτεινοὶ σηματοδόται εἰς τὰς κυριωτέρας διασταυρώσεις πρὸς ἀποφυγὴν τῶν ἀτυχημάτων. bbox=[1020, 501, 1198, 531]
list-item: Φοιτήσεως bbox=[308, 1609, 362, 1620]
article-text: ΑΘΗΝΑΙ, 4. — Ζωηρὰ ἀνησυχία ἐκφράζεται ὑπὸ τῶν ἐκπροσώπων τῶν βιομηχανιῶν προκατασκευασμένων οἰκοδομικῶν στοιχείων διὰ τὴν ἐνδεχομένην εἰσαγωγὴν ξένων κεφαλαίων πρὸς ἵδρυσιν ὁμοειδῶν ἐπιχειρήσεων. Ὑποστηρίζουν ὅτι ἡ ἐγχώριος παραγωγὴ ἐπαρκεῖ διὰ τὴν κάλυψιν τῶν ἀναγκῶν τῆς ἀγορᾶς καὶ ὅτι ἡ εἴσοδος νέων μονάδων θὰ ὁδηγήσῃ εἰς ἀθέμιτον ἀνταγωνισμόν. bbox=[42, 458, 233, 526]
table-cell: Γενικῆς bbox=[629, 440, 660, 449]
table-cell: 1450 bbox=[990, 187, 1009, 196]
table-cell: Χαρτὶ bbox=[629, 221, 652, 229]
table-cell: Ἑλλάδος bbox=[629, 387, 660, 396]
list-item: ΤΗΛΕΟΡΑΣΙΣ bbox=[97, 1567, 165, 1579]
table-row bbox=[627, 168, 813, 177]
article-text: ΑΘΗΝΑΙ, 4. — Ἑταιρεία τουριστικῶν ἐπιχειρήσεων ὑπέβαλεν αἴτησιν πρὸς τὸν Ε.Ο.Τ. διὰ τὴν χορήγησιν δανείου πρὸς ἀνέγερσιν ξενοδοχείου 500 κλινῶν. Τὸ ξενοδοχεῖον θὰ ἀνεγερθῇ εἰς παραλιακὴν περιοχήν. bbox=[1210, 561, 1386, 599]
table-cell: 247.00 bbox=[783, 203, 811, 212]
klimens-address: Κεντρικόν: Πειραιώς 1 · Τηλ.: 530.208 - 535.975 bbox=[99, 1525, 246, 1532]
article-text: ΑΘΗΝΑΙ, 4. — Οἱ μητροπολῖται Ἀλεξανδρουπόλεως καὶ Ἐλέσσης ἐπέδωκαν εἰς τὸν Ἀρχιεπίσκοπον ὑπόμνημα διὰ τοῦ ὁποίου ζητοῦν τὴν ἐξέτασιν τοῦ ζητήματος τῶν τοποτηρητῶν τῶν χηρευουσῶν μητροπόλεων. Ἡ Ἱερὰ Σύνοδος θὰ ἀσχοληθῇ μὲ τὸ θέμα κατὰ τὴν προσεχῆ συνεδρίασιν. bbox=[1020, 143, 1198, 203]
sermon-text: Ὁ ἐπιθυμῶν νὰ λάβῃ ἕνα τεῦχος μὲ τὴν ὁμιλίαν αὐτήν, ἂς γράψῃ εἰς τὴν διεύθυνσιν τοῦ ἱεροκήρυκος. bbox=[1220, 1979, 1542, 1989]
amex-address: Θεσσαλονίκη bbox=[196, 2030, 279, 2045]
column-2 bbox=[447, 40, 615, 1028]
table-cell: 425 bbox=[995, 231, 1009, 240]
table-cell: Λευκαὶ bbox=[827, 231, 854, 240]
economic-life-title: ΟΙΚΟΝΟΜΙΚΗ ΖΩΗ bbox=[627, 40, 1011, 85]
table-cell: Ρωσσὶς bbox=[629, 212, 657, 221]
column-rule bbox=[1014, 40, 1015, 1058]
table-row bbox=[627, 476, 813, 485]
headline-housing-sub: ΥΠΕΡΒΟΛΙΚΟΝ ΤΟ ΚΟΣΤΟΣ ΚΑΙ ΧΑΜΗΛΗ Η ΠΟΙΟΤΗΣ bbox=[71, 129, 403, 164]
table-cell: 265 bbox=[995, 240, 1009, 249]
table-row bbox=[825, 231, 1011, 240]
article-text: Ὁ πρόεδρος τοῦ Ἐμπορικοῦ Συλλόγου Θεσσαλονίκης κ. Ν. Κωνσταντινίδης ἀπέστειλε πρὸς τὸν ὑπουργὸν Οἰκονομικῶν τηλεγράφημα διὰ τοῦ ὁποίου ζητεῖ τὴν παράτασιν τῆς προθεσμίας ὑποβολῆς τῶν φορολογικῶν στοιχείων, λόγῳ τῶν δυσχερειῶν τὰς ὁποίας ἀντιμετωπίζουν οἱ ἔμποροι. bbox=[1020, 312, 1198, 371]
table-cell: Ἐτερνίτ bbox=[827, 196, 858, 205]
ad-magnus-parent: MAGNUS CHEMICAL COMP. Η.Π.Α. bbox=[143, 1417, 329, 1430]
table-row bbox=[825, 151, 1011, 160]
book-label: ΕΓΚΥΚΛΟΠΑΙΔΕΙΑ ΤΗΣ ΓΥΝΑΙΚΑΣ bbox=[537, 1153, 667, 1162]
list-item: ΡΑΔΙΟΤΕΧΝΙΑ bbox=[97, 1554, 171, 1565]
table-cell: ΕΤΜΑ bbox=[827, 205, 845, 214]
list-item: ΛΟΓΙΣΤΙΚΑ bbox=[97, 1581, 154, 1593]
table-cell: Ἀγγλίας bbox=[629, 158, 660, 167]
ad-american-express bbox=[79, 1693, 396, 2286]
headline-prefab: ΕΚΠΡΟΣΩΠΟΙ ΒΙΟΜΗΧΑΝΙΩΝ ΠΡΟΚΑΤΑΣΚΕΥΩΝ ΖΗΤΟΥΝ ΝΑ ΜΗ ΕΙΣΑΧΘΟΥΝ ΚΕΦΑΛΑΙΑ ΔΙΑ ΤΗΝ ΙΔΡΥΣΙΝ ΟΜΟΕΙΔΩΝ ΕΠΙΧΕΙΡΗΣΕΩΝ bbox=[61, 404, 413, 455]
table-row bbox=[825, 258, 1011, 267]
column-5 bbox=[1210, 40, 1568, 1241]
enc-feature: Β': Τὸ κτίσιμο τοῦ κατοικιοῦ. Ὀρθολογικὴ κατανομὴ τῶν λειτουργιῶν τοῦ σπιτιοῦ. Τὰ χρώματα. Ὁ φωτισμός. Ἡ ἐπίπλωση. Ἡ διακόσμηση. Εἴδη οἰκιακῆς χρήσεως. Οἰκιακὴ οἰκονομία. Ἡ συντήρηση τοῦ σπιτιοῦ. Οἱ πρῶτες βοήθειες. 2.000 χρήσιμα καὶ πρακτικὰ μυστικά. Τὰ ὑφάσματα. Τὰ ἐνδύματα καὶ ἡ μόδα. Ἡ ραπτικὴ στὸ σπίτι. Τὸ πλέξιμο. bbox=[478, 1762, 1187, 1802]
table-cell: 2170 bbox=[792, 422, 811, 431]
table-cell: 1962 bbox=[827, 295, 845, 304]
table-row bbox=[627, 441, 813, 450]
insurance-table bbox=[627, 467, 813, 493]
article-text: ΑΘΗΝΑΙ, 4. — Προσεχῶς θὰ ὑπογραφῇ διάταγμα δυνάμει τοῦ ὁποίου κατὰ τοὺς διαγωνισμοὺς τοῦ Δημοσίου θὰ προτιμῶνται τὰ προϊόντα τὰ κατασκευαζόμενα εἰς τὴν Ἑλλάδα, ἔστω καὶ μὲ ξένας ἀδείας. bbox=[1210, 467, 1386, 516]
headline-burns: ΔΥΟ ΘΑΝΑΤΟΙ ΕΞ ΕΓΚΑΥΜΑΤΩΝ ΕΙΣ ΤΑΣ ΑΘΗΝΑΣ bbox=[1397, 97, 1563, 122]
stocks-heading: ΜΕΤΟΧΑΙ ΕΤΑΙΡΙΩΝ bbox=[875, 130, 960, 139]
column-rule bbox=[1204, 40, 1205, 2314]
article-text: ΑΘΗΝΑΙ, 4. — Τὸ ὑπουργεῖον Παιδείας ἐνέκρινε τὴν διάθεσιν κονδυλίων διὰ τὴν συνέχισιν τῆς λειτουργίας τῶν φοιτητικῶν συσσιτίων κατὰ τὸ τρέχον ἀκαδημαϊκὸν ἔτος. Τὸ ποσὸν ἀνέρχεται εἰς 1.000.000 δρχ. καὶ θὰ κατανεμηθῇ εἰς τὰ Πανεπιστήμια Ἀθηνῶν καὶ Θεσσαλονίκης. bbox=[447, 395, 615, 453]
table-cell: 307.00 bbox=[783, 158, 811, 167]
enc-tagline: Μοναδικὸ καὶ ἀπαραίτητο ἀπόκτημα γιὰ κάθε γυναίκα, γιὰ κάθε οἰκογένεια bbox=[554, 1621, 1111, 1638]
enc-tagline: Πολύτιμος ὁδηγὸς τῆς γυναίκας στὴν ἀτομική, οἰκογενειακὴ καὶ κοινωνικὴ της ζωή. bbox=[541, 1639, 1124, 1655]
table-cell: 301.00 bbox=[783, 167, 811, 176]
sermon-text: Τὸν Θεὸν δὲν τὸν βλέπομεν διὰ νὰ τὸν ἴδωμεν μὲ τὰ ἴδια μάτια. Μερικοὶ τὸν θεωροῦν σκληρόν, διότι ἐπιτρέπει τὴν δοκιμασίαν καὶ τὸν πόνον. Ὅμως ὁ Θεὸς δὲν εἶναι σκληρός. Ἡ ἀγάπη Του φανερώνεται εἰς κάθε στιγμὴν τῆς ζωῆς μας, ἀκόμη καὶ ὅταν δὲν τὴν ἀντιλαμβανόμεθα. bbox=[1220, 1869, 1562, 1899]
headline-engineer: ΠΡΟΣΚΛΗΣΙΣ ΠΟΛΙΤΙΚΟΥ ΥΠΟΜΗΧΑΝΙΚΟΥ bbox=[471, 694, 591, 717]
table-cell: Βιοχάλκο bbox=[827, 160, 863, 169]
klimens-address: Παράρτημα: Μεναδρου 36 · ΑΘΗΝΑΙ (101) bbox=[99, 1532, 230, 1539]
table-row bbox=[825, 363, 1011, 372]
headline-student-meals: ΔΙΑΘΕΣΙΝ ΚΟΝΔΥΛΙΩΝ ΔΙΑ ΤΗΝ ΣΥΝΕΧΙΣΙΝ ΦΟΙΤΗΤΙΚΩΝ ΣΥΣΣΙΤΙΩΝ bbox=[447, 288, 615, 329]
table-row bbox=[627, 222, 813, 230]
table-row bbox=[627, 405, 813, 414]
article-text: Εἰς τὸν συνοικισμὸν Συκεῶν, ὁ 45ετὴς ἁμαξηλάτης Δημ. Παπαδόπουλος κατέπεσεν ἐκ τῆς ἁμάξης του καὶ ἐτραυματίσθη ἐλαφρῶς εἰς τὴν κεφαλήν. Μετεφέρθη εἰς τὸ νοσοκομεῖον. bbox=[1020, 566, 1198, 605]
headline-lecture: Η ΠΕΡΙ ΔΙΕΘΝΩΝ ΓΑΜΩΝ ΔΙΑΛΕΞΙΣ ΤΟΥ Κ. ΜΠΕΝΤΕΡΜΑΧΕΡ bbox=[459, 461, 603, 502]
article-text: ΑΘΗΝΑΙ, 4. — Τὸ ὑπουργεῖον Παιδείας ἐνέκρινε τὴν διάθεσιν κονδυλίων διὰ τὴν συνέχισιν τῆς λειτουργίας τῶν φοιτητικῶν συσσιτίων κατὰ τὸ τρέχον ἀκαδημαϊκὸν ἔτος. Τὸ ποσὸν ἀνέρχεται εἰς 1.000.000 δρχ. καὶ θὰ κατανεμηθῇ εἰς τὰ Πανεπιστήμια Ἀθηνῶν καὶ Θεσσαλονίκης. bbox=[447, 331, 615, 391]
sermon-text: Ὁ Θεός, ὅταν βλέπῃ τὸν ἄνθρωπον νὰ ἀπομακρύνεται ἀπὸ Αὐτόν, τὸν καλεῖ μὲ πολλοὺς τρόπους νὰ ἐπιστρέψῃ. Ἄλλοτε μὲ τὴν εὐλογίαν καὶ ἄλλοτε μὲ τὴν δοκιμασίαν. Καὶ τὰ δύο εἶναι ἐκδηλώσεις τῆς ἀγάπης Του. Ἐκεῖνος ὁ ὁποῖος πιστεύει ἀντιλαμβάνεται ὅτι ὅλα συνεργοῦν εἰς τὸ ἀγαθὸν τοῖς ἀγαπῶσι τὸν Θεόν. bbox=[1220, 1430, 1562, 1470]
list-item: Σπουδές bbox=[314, 1554, 356, 1564]
flowers-address: ΝΕΑ ΜΕΓ. ΑΛΕΞΑΝΔΡΟΥ, ΤΗΛΕΦ. 79.300 bbox=[1275, 2239, 1507, 2253]
table-cell: 120 bbox=[995, 223, 1009, 231]
table-cell: 247.00 bbox=[783, 221, 811, 229]
enc-publisher: Κεντρικὴ διάθεσις καὶ ἔγγραφαὶ συνδρομητῶν: Ἐκδόσεις «ΠΑΛΜΟΣ», Ν. Ἀντωνόπουλος & Σία bbox=[478, 2029, 1187, 2044]
ad-magnus-phone: Τηλ. 410.498 — 410.628 ΤΕΛΕΞ 465 — ΠΕΙΡΑΙΑ bbox=[149, 1438, 323, 1448]
table-cell: Πειραϊκὴ bbox=[827, 249, 863, 258]
article-text: ΑΘΗΝΑΙ, 4. — Ἐπαναλαμβάνεται ἡ ἀνάγκη ὅπως τὸ ζήτημα τῆς προστασίας τῆς ἑλληνικῆς χαλυβουργίας ἀντιμετωπισθῇ συντόμως καὶ ληφθοῦν θετικαὶ ἀποφάσεις, δεδομένου ὅτι ἡ ἐγχώριος παραγωγὴ ἀντιμετωπίζει σοβαρὸν ἀνταγωνισμὸν ἐκ τῶν εἰσαγωγῶν. Οἱ βιομήχανοι τονίζουν ὅτι ἡ προστασία αὕτη εἶναι ἀπαραίτητος διὰ τὴν περαιτέρω ἀνάπτυξιν τοῦ κλάδου. bbox=[241, 578, 433, 647]
ad-magnus-title: Η ΜΑΓΝΟΥΣ ΕΛΛΑΣ Ε.Π.Ε. bbox=[62, 1309, 410, 1339]
table-cell: 266.00 bbox=[783, 176, 811, 185]
list-item: ΖΩΓΡΑΦΙΚΗ bbox=[97, 1609, 161, 1621]
amex-line2: εἰς τὰ Νέα Γραφεῖα της bbox=[154, 1866, 320, 1953]
table-row bbox=[825, 390, 1011, 399]
enc-features-title: ΧΑΡΑΚΤΗΡΙΣΤΙΚΑ ΘΕΜΑΤΑ ΤΟΥ ΕΡΓΟΥ bbox=[507, 1661, 1158, 1697]
table-cell: 37,50 bbox=[986, 304, 1009, 313]
book-label: ΕΓΚΥΚΛΟΠΑΙΔΕΙΑ ΤΗΣ ΓΥΝΑΙΚΑΣ bbox=[606, 1325, 737, 1334]
table-cell: Εἰκοσ. ἰταλικὴ bbox=[629, 203, 692, 212]
ad-encyclopedia bbox=[463, 1076, 1202, 2294]
table-cell: 5% bbox=[919, 304, 928, 313]
table-row bbox=[627, 485, 813, 493]
column-rule bbox=[439, 40, 440, 1078]
table-cell: Ἀλλατίνη bbox=[827, 142, 863, 151]
table-cell: 1020 bbox=[990, 169, 1009, 178]
table-row bbox=[825, 196, 1011, 205]
headline-deposits: ΕΝΩ ΑΥΞΑΝΟΝΤΑΙ ΣΥΝΕΧΩΣ ΑΙ ΚΑΤΑΘΕΣΕΙΣ ΔΕΝ ΔΙΕΥΡΥΝΟΝΤΑΙ ΑΙ ΠΙΣΤΟΔΟΤΗΣΕΙΣ ΣΥΝΕΠΕΙΑ ΤΩΝ ΥΦΙΣΤΑΜΕΝΩΝ ΠΕΡΙΟΡΙΣΜΩΝ bbox=[42, 267, 433, 322]
table-row bbox=[825, 249, 1011, 258]
list-item: Τμήματα bbox=[315, 1581, 356, 1592]
commodity-exchange bbox=[627, 813, 1011, 1021]
enc-circulation-badge bbox=[851, 1346, 1083, 1577]
table-row bbox=[825, 187, 1011, 196]
table-cell: 6% bbox=[919, 330, 928, 339]
table-cell: Ἐμπορικῆς bbox=[827, 372, 868, 381]
sermon-author: ΣΠΥΡΟΥ ΖΩΔΙΑΤΗ bbox=[1336, 1345, 1447, 1360]
table-cell: Ἄστηρ bbox=[629, 466, 652, 475]
sermon-text: Τὸν Θεὸν δὲν τὸν βλέπομεν διὰ νὰ τὸν ἴδωμεν μὲ τὰ ἴδια μάτια. Μερικοὶ τὸν θεωροῦν σκληρόν, διότι ἐπιτρέπει τὴν δοκιμασίαν καὶ τὸν πόνον. Ὅμως ὁ Θεὸς δὲν εἶναι σκληρός. Ἡ ἀγάπη Του φανερώνεται εἰς κάθε στιγμὴν τῆς ζωῆς μας, ἀκόμη καὶ ὅταν δὲν τὴν ἀντιλαμβανόμεθα. bbox=[1220, 1583, 1562, 1612]
table-cell: 225 bbox=[995, 151, 1009, 160]
article-text: Ἡ Τεχνικὴ Ἐπαγγελματικὴ Σχολὴ Κοπτικῆς καὶ Ραπτικῆς προκηρύσσει τὴν πλήρωσιν θέσεων διδακτικοῦ προσωπικοῦ. Αἱ αἰτήσεις γίνονται δεκταὶ μέχρι τῆς 20ῆς Φεβρουαρίου. bbox=[1020, 649, 1198, 687]
table-row bbox=[825, 142, 1011, 151]
headline-ate: Η ΑΤΕ ΘΑ ΕΦΑΡΜΟΣΗ ΔΙΑ ΤΟΥΣ ΠΟΛΕΜΙΣΤΑΣ ΕΥΕΡΓΕΤΙΚΩΝ ΔΙΑΤΑΓΜΑ bbox=[1029, 379, 1189, 414]
table-cell: Τιτάν bbox=[827, 258, 849, 267]
table-cell: Ἀμίαντος bbox=[827, 151, 863, 160]
sermon-text: Ὁ Θεός, ὅταν βλέπῃ τὸν ἄνθρωπον νὰ ἀπομακρύνεται ἀπὸ Αὐτόν, τὸν καλεῖ μὲ πολλοὺς τρόπους νὰ ἐπιστρέψῃ. Ἄλλοτε μὲ τὴν εὐλογίαν καὶ ἄλλοτε μὲ τὴν δοκιμασίαν. Καὶ τὰ δύο εἶναι ἐκδηλώσεις τῆς ἀγάπης Του. Ἐκεῖνος ὁ ὁποῖος πιστεύει ἀντιλαμβάνεται ὅτι ὅλα συνεργοῦν εἰς τὸ ἀγαθὸν τοῖς ἀγαπῶσι τὸν Θεόν. bbox=[1220, 1793, 1562, 1832]
table-cell: Ἑλλάδος bbox=[827, 345, 858, 354]
table-cell: 2170 bbox=[990, 381, 1009, 390]
enc-gifts-label: ΔΩΡΑ: bbox=[478, 1962, 563, 1988]
headline-steel: ΖΗΤΕΙΤΑΙ Η ΛΗΨΙΣ ΘΕΤΙΚΩΝ ΑΠΟΦΑΣΕΩΝ ΔΙΑ ΤΗΝ ΠΡΟΣΤΑΣΙΑΝ ΤΗΣ ΧΑΛΥΒΟΥΡΓΙΑΣ bbox=[54, 538, 420, 576]
article-text: Ὁ πρόεδρος τοῦ Ἐμπορικοῦ Συλλόγου Θεσσαλονίκης κ. Ν. Κωνσταντινίδης ἀπέστειλε πρὸς τὸν ὑπουργὸν Οἰκονομικῶν τηλεγράφημα διὰ τοῦ ὁποίου ζητεῖ τὴν παράτασιν τῆς προθεσμίας ὑποβολῆς τῶν φορολογικῶν στοιχείων, λόγῳ τῶν δυσχερειῶν τὰς ὁποίας ἀντιμετωπίζουν οἱ ἔμποροι. bbox=[1020, 249, 1198, 308]
sermon-text: Ὁ Θεός, ὅταν βλέπῃ τὸν ἄνθρωπον νὰ ἀπομακρύνεται ἀπὸ Αὐτόν, τὸν καλεῖ μὲ πολλοὺς τρόπους νὰ ἐπιστρέψῃ. Ἄλλοτε μὲ τὴν εὐλογίαν καὶ ἄλλοτε μὲ τὴν δοκιμασίαν. Καὶ τὰ δύο εἶναι ἐκδηλώσεις τῆς ἀγάπης Του. Ἐκεῖνος ὁ ὁποῖος πιστεύει ἀντιλαμβάνεται ὅτι ὅλα συνεργοῦν εἰς τὸ ἀγαθὸν τοῖς ἀγαπῶσι τὸν Θεόν. bbox=[1220, 1650, 1562, 1689]
table-cell: Ἀγγλ. νέας bbox=[629, 167, 674, 176]
book-label: ΕΓΚΥΚΛΟΠΑΙΔΕΙΑ ΤΗΣ ΓΥΝΑΙΚΑΣ bbox=[696, 1367, 827, 1376]
amex-phone: ΤΗΛ. 39787-21322-61521 bbox=[123, 2068, 352, 2090]
table-cell: Πίστεως bbox=[827, 381, 858, 390]
signature: Ὁ δήμαρχος bbox=[508, 772, 554, 783]
article-text: Τὸ 1966 αἱ ἐπενδύσεις εἰς κατοικίας ἀντεπροσώπευον τὸ 38,5% τοῦ συνόλου τῶν ἀκαθαρίστων ἐπενδύσεων παγίου κεφαλαίου. Κατὰ τὴν μελέτην, ἡ ζήτησις διὰ νέας κατοικίας ἐπηρεάζεται ὑπὸ τῆς ἀστυφιλίας καὶ τῆς αὐξήσεως τοῦ εἰσοδήματος, ἀλλὰ καὶ ὑπὸ τῆς τάσεως τοῦ κοινοῦ νὰ ἐπενδύῃ τὰς ἀποταμιεύσεις του εἰς ἀκίνητα. bbox=[241, 167, 433, 225]
ad-magnus-company: ΜΑΓΝΟΥΣ - ΕΛΛΑΣ, ΕΛΛΗΝΙΚΗ ΒΙΟΜΗΧΑΝΙΑ Ε.Π.Ε. bbox=[102, 1396, 371, 1409]
section-label: Σελίς 4 bbox=[42, 38, 433, 65]
table-cell: 2300 bbox=[990, 258, 1009, 267]
table-cell: Κεραμικὴ bbox=[827, 223, 863, 231]
headline-accident: ΚΑΤΕΠΕΣΕΝ ΕΞ ΑΜΑΞΗΣ ΚΑΙ ΕΤΡΑΥΜΑΤΙΣΘΗ bbox=[1036, 539, 1183, 563]
headline-sudden-deaths: ΑΙΦΝΙΔΙΟΙ ΘΑΝΑΤΟΙ ΕΙΣ ΘΕΣΣΑΛΟΝΙΚΗΝ bbox=[1418, 209, 1542, 233]
column-1 bbox=[42, 38, 433, 1274]
bonds-table bbox=[825, 295, 1011, 339]
table-row bbox=[627, 195, 813, 204]
table-cell: 1965 bbox=[827, 321, 845, 330]
